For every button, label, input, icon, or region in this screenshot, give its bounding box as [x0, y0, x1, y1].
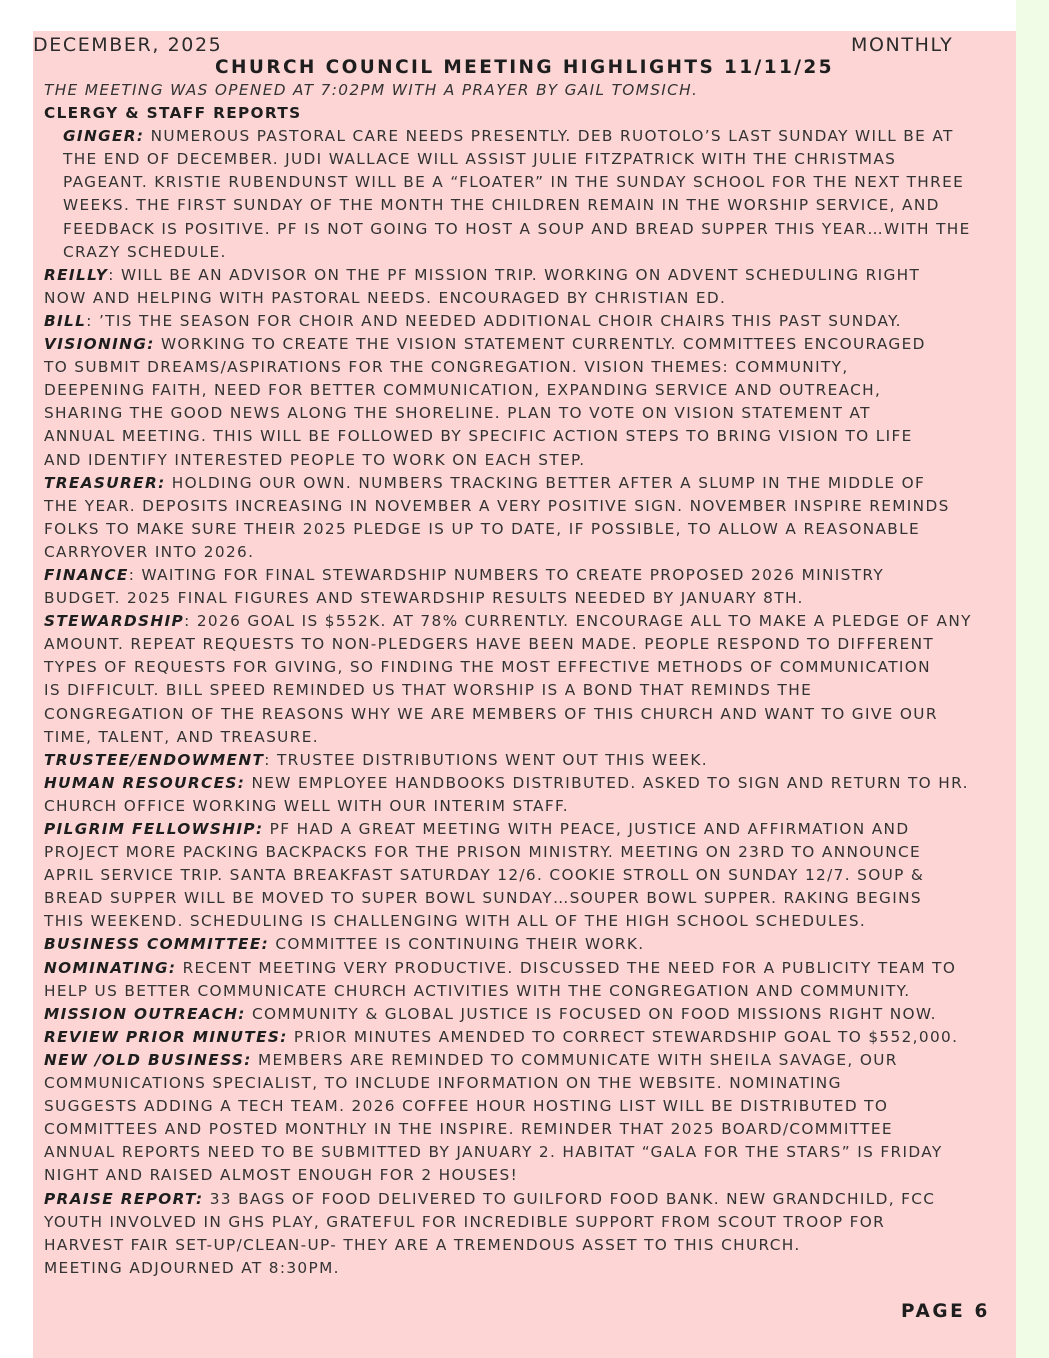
report-text: MEMBERS ARE REMINDED TO COMMUNICATE WITH SHEILA SAVAGE, OUR COMMUNICATIONS SPECIALIST, TO INCLUDE INFORMATION ON THE WEBSITE. NOMINATING SUGGESTS ADDING A TECH TEAM. 2026 COFFEE HOUR HOSTING LIST WILL BE DISTRIBUTED TO COMMITTEES AND POSTED MONTHLY IN THE INSPIRE. REMINDER THAT 2025 BOARD/COMMITTEE ANNUAL REPORTS NEED TO BE SUBMITTED BY JANUARY 2. HABITAT “GALA FOR THE STARS” IS FRIDAY NIGHT AND RAISED ALMOST ENOUGH FOR 2 HOUSES! — [44, 1050, 943, 1185]
report-text: PRIOR MINUTES AMENDED TO CORRECT STEWARDSHIP GOAL TO $552,000. — [293, 1027, 959, 1046]
report-label: NOMINATING: — [44, 958, 177, 977]
report-text: WILL BE AN ADVISOR ON THE PF MISSION TRIP. WORKING ON ADVENT SCHEDULING RIGHT NOW AND HELPING WITH PASTORAL NEEDS. ENCOURAGED BY CHRISTIAN ED. — [44, 265, 921, 307]
report-label: PRAISE REPORT: — [44, 1189, 204, 1208]
report-new-old-business — [44, 1049, 1019, 1188]
report-finance: FINANCE: WAITING FOR FINAL STEWARDSHIP NUMBERS TO CREATE PROPOSED 2026 MINISTRY BUDGET. 2025 FINAL FIGURES AND STEWARDSHIP RESULTS NEEDED BY JANUARY 8TH. — [44, 565, 885, 608]
report-text: WAITING FOR FINAL STEWARDSHIP NUMBERS TO CREATE PROPOSED 2026 MINISTRY BUDGET. 2025 FINAL FIGURES AND STEWARDSHIP RESULTS NEEDED BY JANUARY 8TH. — [44, 565, 885, 608]
report-human-resources — [44, 772, 1019, 818]
meeting-closing: MEETING ADJOURNED AT 8:30PM. — [44, 1258, 340, 1277]
report-label: BUSINESS COMMITTEE: — [44, 935, 270, 954]
report-business-committee — [44, 933, 1019, 956]
report-label: PILGRIM FELLOWSHIP: — [44, 820, 264, 838]
report-label: BILL — [44, 311, 87, 330]
report-text: COMMITTEE IS CONTINUING THEIR WORK. — [275, 935, 645, 954]
report-label: NEW /OLD BUSINESS: — [44, 1050, 252, 1069]
report-text: PF HAD A GREAT MEETING WITH PEACE, JUSTICE AND AFFIRMATION AND PROJECT MORE PACKING BACKPACKS FOR THE PRISON MINISTRY. MEETING ON 23RD TO ANNOUNCE APRIL SERVICE TRIP. SANTA BREAKFAST SATURDAY 12/6. COOKIE STROLL ON SUNDAY 12/7. SOUP & BREAD SUPPER WILL BE MOVED TO SUPER BOWL SUNDAY…SOUPER BOWL SUPPER. RAKING BEGINS THIS WEEKEND. SCHEDULING IS CHALLENGING WITH ALL OF THE HIGH SCHOOL SCHEDULES. — [44, 820, 925, 931]
issue-date: DECEMBER, 2025 — [33, 34, 223, 56]
report-label: TREASURER: — [44, 473, 166, 492]
report-visioning — [44, 333, 1019, 472]
report-text: HOLDING OUR OWN. NUMBERS TRACKING BETTER AFTER A SLUMP IN THE MIDDLE OF THE YEAR. DEPOSITS INCREASING IN NOVEMBER A VERY POSITIVE SIGN. NOVEMBER INSPIRE REMINDS FOLKS TO MAKE SURE THEIR 2025 PLEDGE IS UP TO DATE, IF POSSIBLE, TO ALLOW A REASONABLE CARRYOVER INTO 2026. — [44, 473, 950, 561]
report-text: TRUSTEE DISTRIBUTIONS WENT OUT THIS WEEK. — [276, 750, 708, 769]
report-ginger — [44, 125, 1019, 264]
report-label: REVIEW PRIOR MINUTES: — [44, 1027, 288, 1046]
page-number: PAGE 6 — [901, 1301, 990, 1322]
report-bill: BILL: ’TIS THE SEASON FOR CHOIR AND NEEDED ADDITIONAL CHOIR CHAIRS THIS PAST SUNDAY. — [44, 311, 902, 330]
report-pilgrim-fellowship — [44, 818, 1019, 933]
report-treasurer — [44, 472, 1019, 564]
report-label: REILLY — [44, 265, 109, 284]
report-nominating — [44, 957, 1019, 1003]
report-reilly: REILLY: WILL BE AN ADVISOR ON THE PF MISSION TRIP. WORKING ON ADVENT SCHEDULING RIGHT NOW AND HELPING WITH PASTORAL NEEDS. ENCOURAGED BY CHRISTIAN ED. — [44, 265, 921, 307]
report-review-prior-minutes — [44, 1026, 1019, 1049]
report-text: 33 BAGS OF FOOD DELIVERED TO GUILFORD FOOD BANK. NEW GRANDCHILD, FCC YOUTH INVOLVED IN GHS PLAY, GRATEFUL FOR INCREDIBLE SUPPORT FROM SCOUT TROOP FOR HARVEST FAIR SET-UP/CLEAN-UP- THEY ARE A TREMENDOUS ASSET TO THIS CHURCH. — [44, 1189, 936, 1254]
report-praise-report — [44, 1188, 1019, 1257]
report-text: NEW EMPLOYEE HANDBOOKS DISTRIBUTED. ASKED TO SIGN AND RETURN TO HR. CHURCH OFFICE WORKING WELL WITH OUR INTERIM STAFF. — [44, 773, 969, 815]
report-trustee-endowment: TRUSTEE/ENDOWMENT: TRUSTEE DISTRIBUTIONS WENT OUT THIS WEEK. — [44, 750, 708, 769]
report-stewardship: STEWARDSHIP: 2026 GOAL IS $552K. AT 78% CURRENTLY. ENCOURAGE ALL TO MAKE A PLEDGE OF ANY AMOUNT. REPEAT REQUESTS TO NON-PLEDGERS HAVE BEEN MADE. PEOPLE RESPOND TO DIFFERENT TYPES OF REQUESTS FOR GIVING, SO FINDING THE MOST EFFECTIVE METHODS OF COMMUNICATION IS DIFFICULT. BILL SPEED REMINDED US THAT WORSHIP IS A BOND THAT REMINDS THE CONGREGATION OF THE REASONS WHY WE ARE MEMBERS OF THIS CHURCH AND WANT TO GIVE OUR TIME, TALENT, AND TREASURE. — [44, 612, 972, 746]
report-label: VISIONING: — [44, 335, 155, 354]
report-text: RECENT MEETING VERY PRODUCTIVE. DISCUSSED THE NEED FOR A PUBLICITY TEAM TO HELP US BETTER COMMUNICATE CHURCH ACTIVITIES WITH THE CONGREGATION AND COMMUNITY. — [44, 958, 957, 1000]
report-text: 2026 GOAL IS $552K. AT 78% CURRENTLY. ENCOURAGE ALL TO MAKE A PLEDGE OF ANY AMOUNT. REPEAT REQUESTS TO NON-PLEDGERS HAVE BEEN MADE. PEOPLE RESPOND TO DIFFERENT TYPES OF REQUESTS FOR GIVING, SO FINDING THE MOST EFFECTIVE METHODS OF COMMUNICATION IS DIFFICULT. BILL SPEED REMINDED US THAT WORSHIP IS A BOND THAT REMINDS THE CONGREGATION OF THE REASONS WHY WE ARE MEMBERS OF THIS CHURCH AND WANT TO GIVE OUR TIME, TALENT, AND TREASURE. — [44, 612, 972, 746]
report-text: WORKING TO CREATE THE VISION STATEMENT CURRENTLY. COMMITTEES ENCOURAGED TO SUBMIT DREAMS/ASPIRATIONS FOR THE CONGREGATION. VISION THEMES: COMMUNITY, DEEPENING FAITH, NEED FOR BETTER COMMUNICATION, EXPANDING SERVICE AND OUTREACH, SHARING THE GOOD NEWS ALONG THE SHORELINE. PLAN TO VOTE ON VISION STATEMENT AT ANNUAL MEETING. THIS WILL BE FOLLOWED BY SPECIFIC ACTION STEPS TO BRING VISION TO LIFE AND IDENTIFY INTERESTED PEOPLE TO WORK ON EACH STEP. — [44, 335, 926, 469]
report-mission-outreach — [44, 1003, 1019, 1026]
report-label: FINANCE — [44, 565, 129, 584]
report-text: NUMEROUS PASTORAL CARE NEEDS PRESENTLY. DEB RUOTOLO’S LAST SUNDAY WILL BE AT THE END OF DECEMBER. JUDI WALLACE WILL ASSIST JULIE FITZPATRICK WITH THE CHRISTMAS PAGEANT. KRISTIE RUBENDUNST WILL BE A “FLOATER” IN THE SUNDAY SCHOOL FOR THE NEXT THREE WEEKS. THE FIRST SUNDAY OF THE MONTH THE CHILDREN REMAIN IN THE WORSHIP SERVICE, AND FEEDBACK IS POSITIVE. PF IS NOT GOING TO HOST A SOUP AND BREAD SUPPER THIS YEAR…WITH THE CRAZY SCHEDULE. — [63, 127, 971, 261]
report-text: ’TIS THE SEASON FOR CHOIR AND NEEDED ADDITIONAL CHOIR CHAIRS THIS PAST SUNDAY. — [98, 311, 902, 330]
side-strip — [1016, 0, 1049, 1358]
meeting-intro: THE MEETING WAS OPENED AT 7:02PM WITH A PRAYER BY GAIL TOMSICH. — [44, 81, 699, 99]
report-label: GINGER: — [63, 127, 145, 146]
section-subheading: CLERGY & STAFF REPORTS — [44, 104, 302, 123]
page-title: CHURCH COUNCIL MEETING HIGHLIGHTS 11/11/25 — [215, 57, 834, 78]
minutes-body — [44, 79, 1019, 1280]
report-text: COMMUNITY & GLOBAL JUSTICE IS FOCUSED ON FOOD MISSIONS RIGHT NOW. — [252, 1004, 937, 1023]
newsletter-page — [33, 31, 1016, 1358]
issue-frequency: MONTHLY — [851, 34, 954, 56]
report-label: HUMAN RESOURCES: — [44, 773, 246, 792]
report-label: STEWARDSHIP — [44, 612, 185, 631]
report-label: TRUSTEE/ENDOWMENT — [44, 750, 265, 769]
report-label: MISSION OUTREACH: — [44, 1004, 246, 1023]
